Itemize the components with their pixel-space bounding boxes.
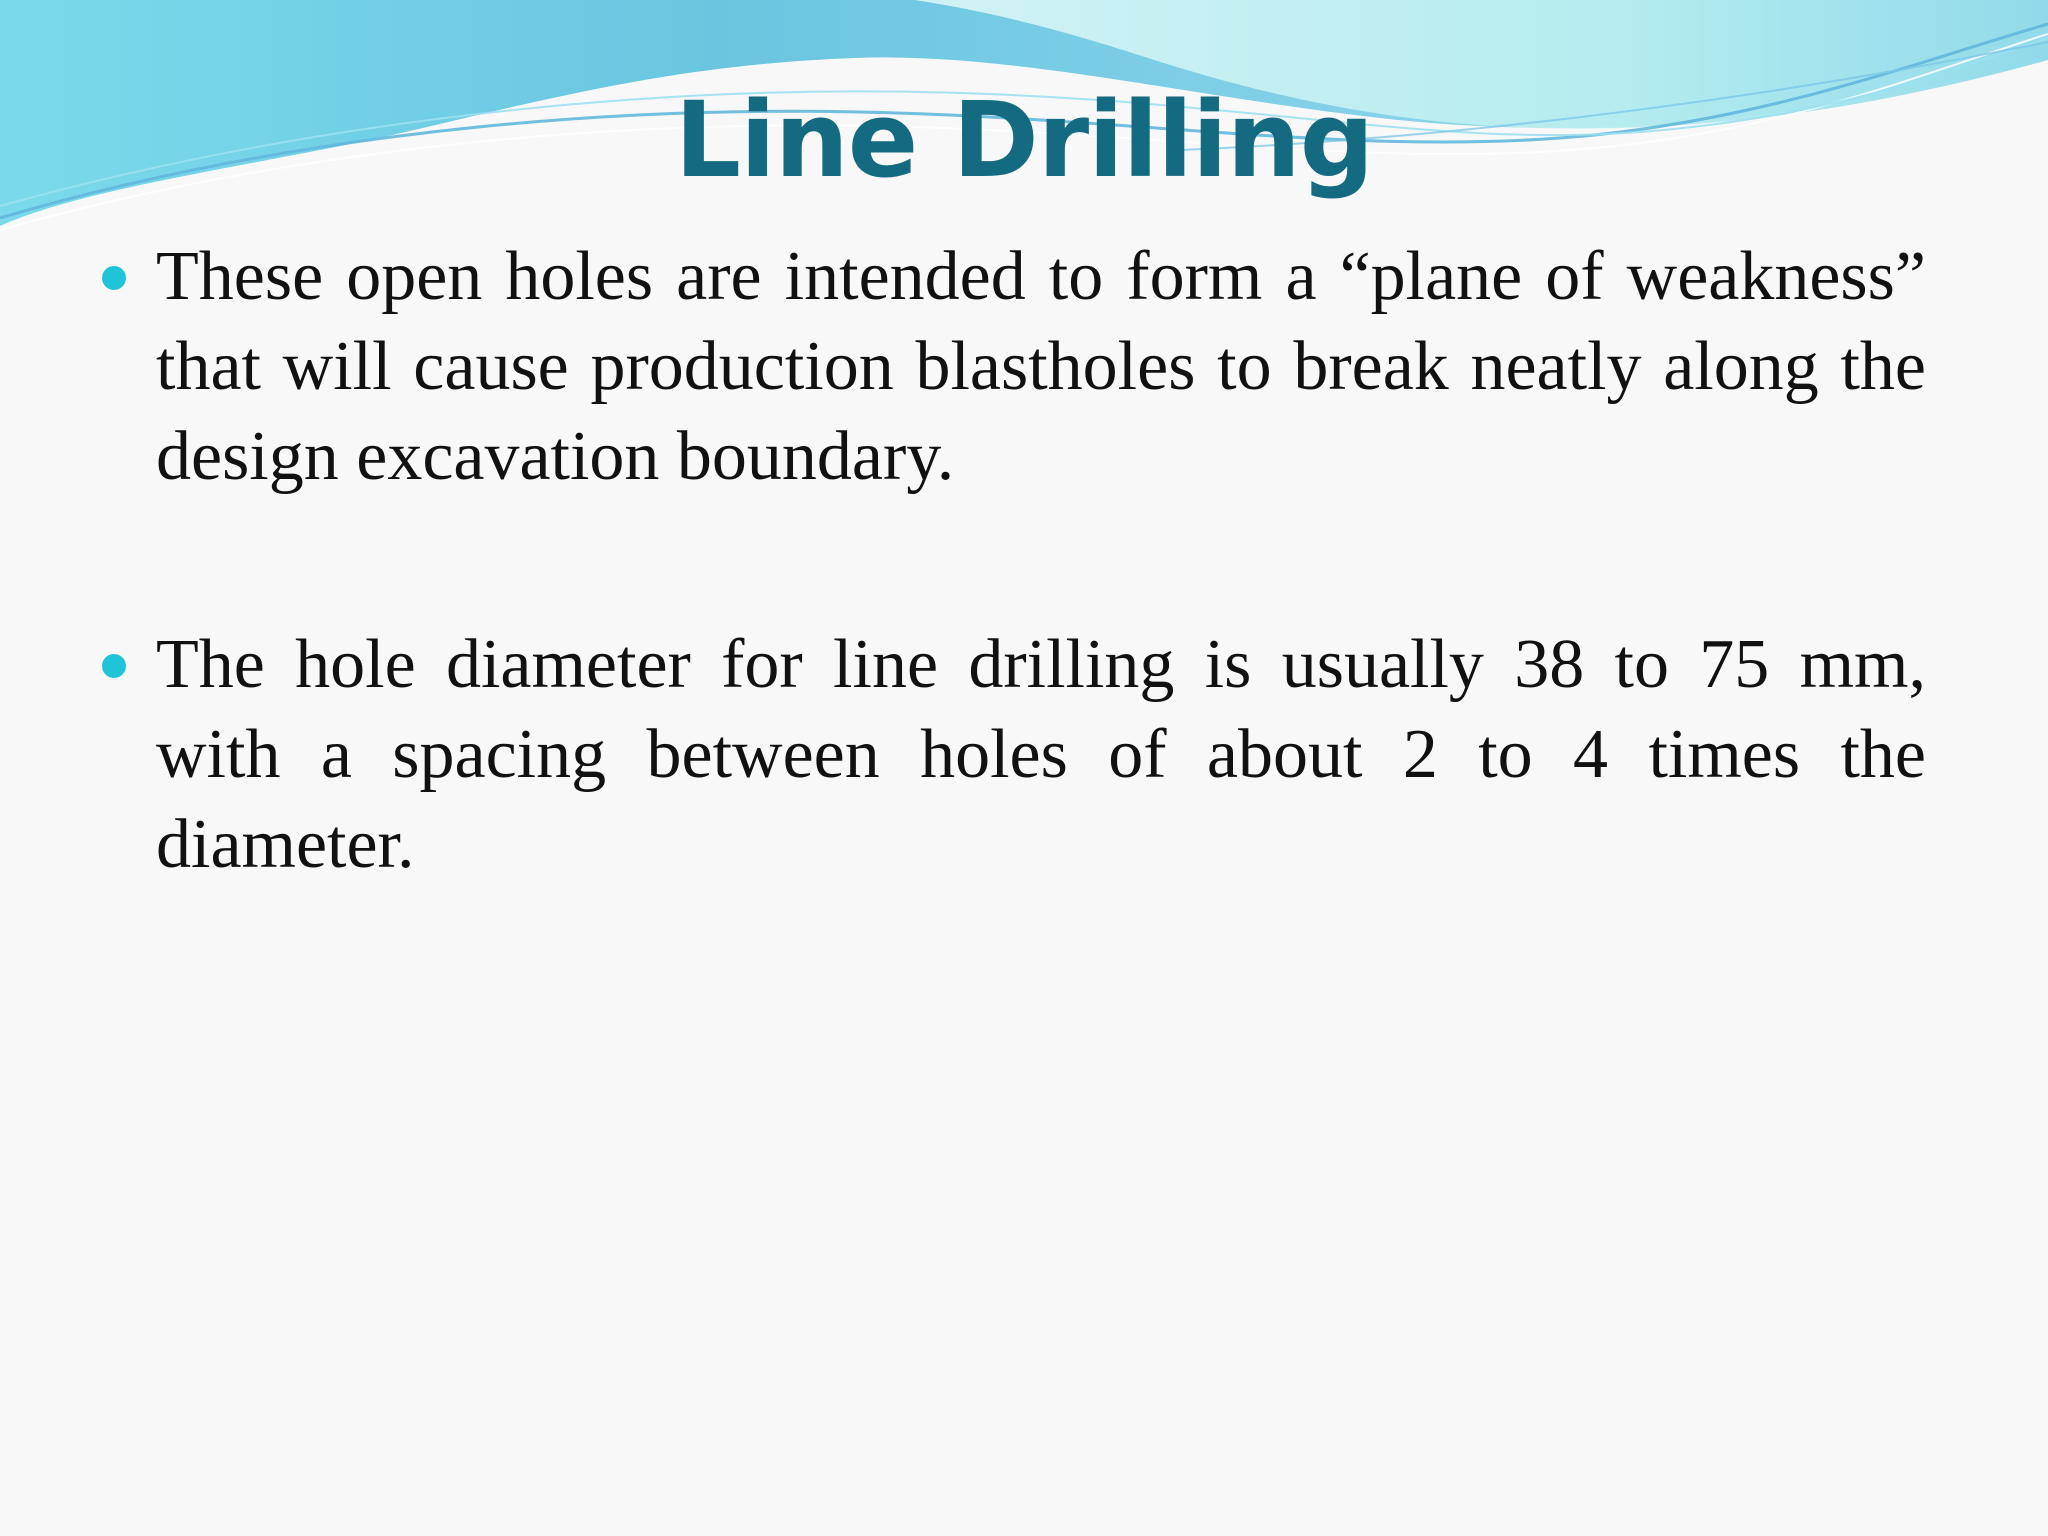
bullet-text-hole-diameter: The hole diameter for line drilling is usually 38 to 75 mm, with a spacing between holes of about 2 to 4 times the diameter. [156,626,1926,883]
circle-bullet-icon [102,266,126,290]
bullet-item-hole-diameter [98,620,1926,890]
bullet-item-plane-of-weakness [98,232,1926,502]
bullet-list [98,232,1926,890]
bullet-text-plane-of-weakness: These open holes are intended to form a “plane of weakness” that will cause production blastholes to break neatly along the design excavation boundary. [156,238,1926,495]
slide-title: Line Drilling [674,79,1374,201]
circle-bullet-icon [102,654,126,678]
